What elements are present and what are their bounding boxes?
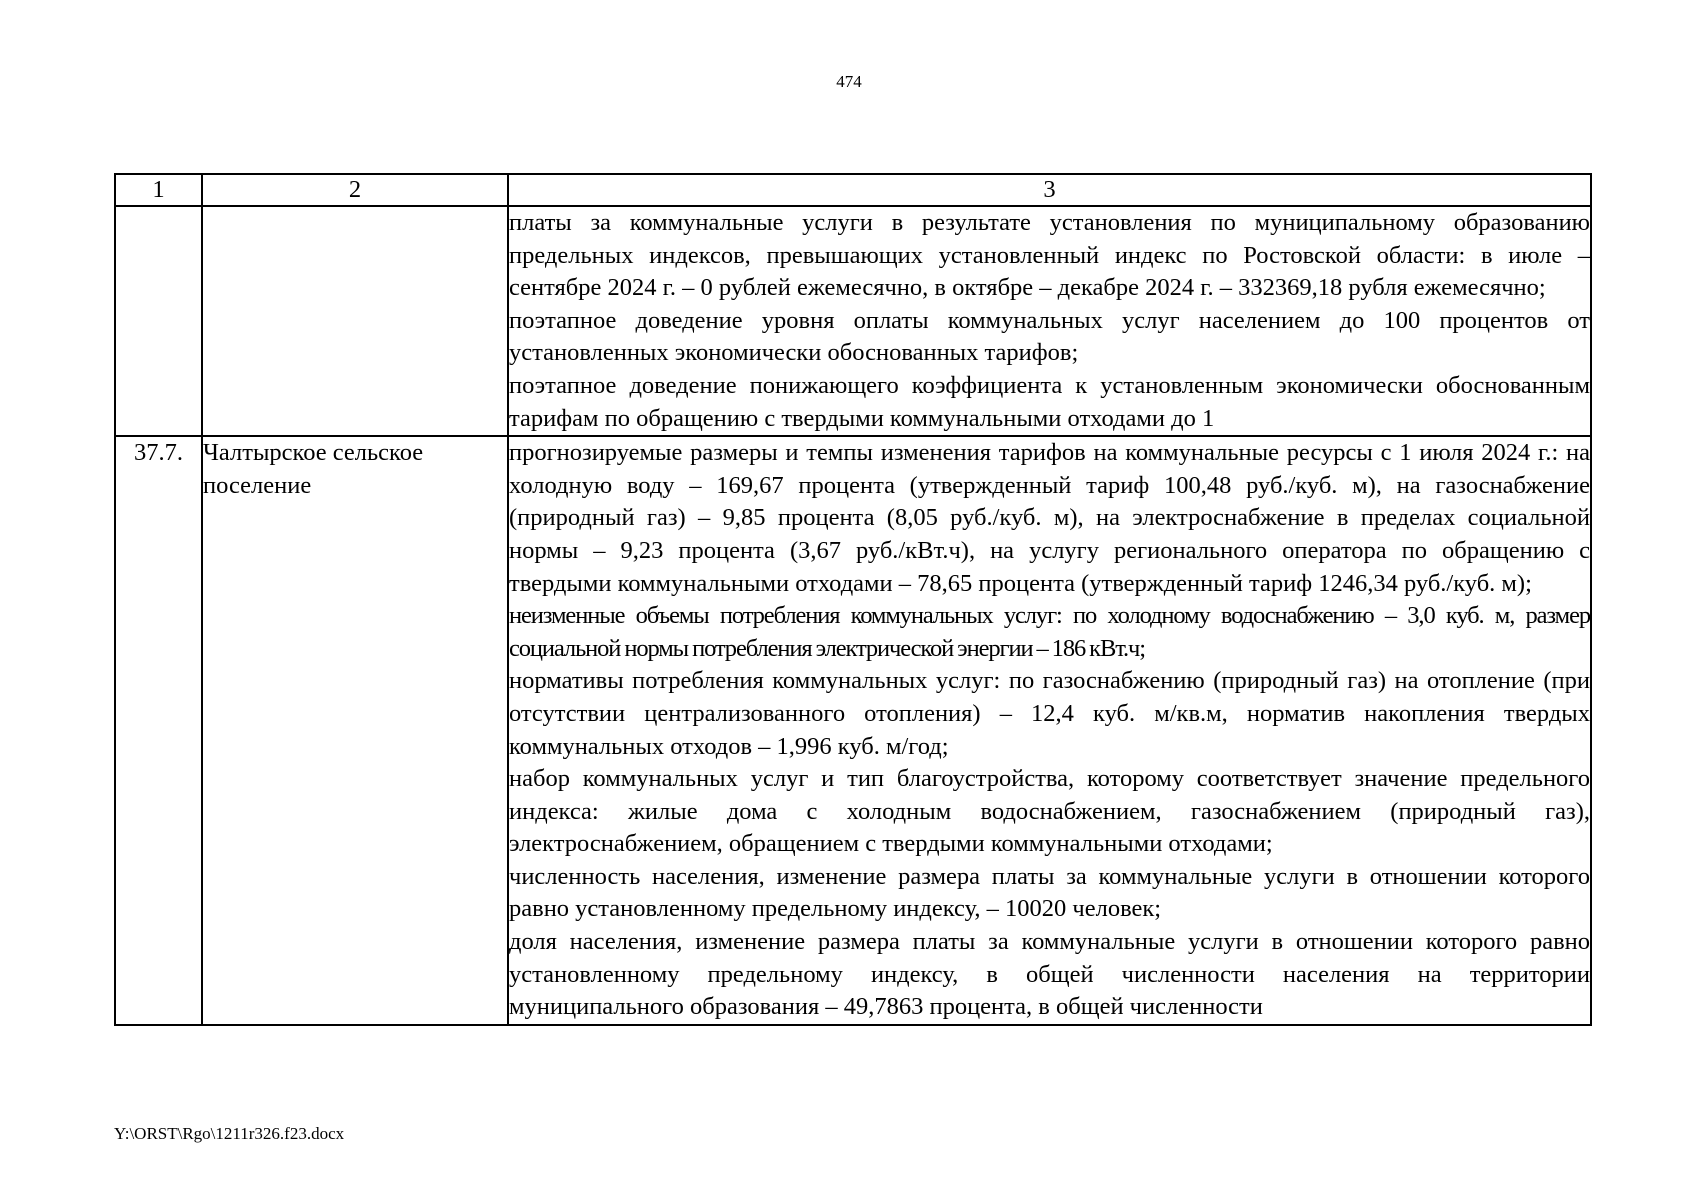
row-description — [508, 206, 1591, 436]
paragraph: численность населения, изменение размера платы за коммунальные услуги в отношении которого равно установленному предельному индексу, – 10020 человек; — [509, 862, 1590, 923]
paragraph: неизменные объемы потребления коммунальных услуг: по холодному водоснабжению – 3,0 куб. м, размер социальной нормы потребления электрической энергии – 186 кВт.ч; — [509, 602, 1590, 662]
paragraph: поэтапное доведение уровня оплаты коммунальных услуг населением до 100 процентов от установленных экономически обоснованных тарифов; — [509, 306, 1590, 367]
page-number: 474 — [836, 72, 862, 91]
paragraph: платы за коммунальные услуги в результате установления по муниципальному образованию предельных индексов, превышающих установленный индекс по Ростовской области: в июле – сентябре 2024 г. – 0 рублей ежемесячно, в октябре – декабре 2024 г. – 332369,18 рубля ежемесячно; — [509, 209, 1590, 302]
header-col-1: 1 — [115, 174, 202, 206]
table-row — [115, 436, 1591, 1025]
paragraph: нормативы потребления коммунальных услуг: по газоснабжению (природный газ) на отопление (при отсутствии централизованного отопления) – 12,4 куб. м/кв.м, норматив накопления твердых коммунальных отходов – 1,996 куб. м/год; — [509, 667, 1590, 760]
settlement-name: Чалтырское сельское поселение — [202, 436, 508, 1025]
header-col-2: 2 — [202, 174, 508, 206]
row-number — [115, 206, 202, 436]
footer-file-path: Y:\ORST\Rgo\1211r326.f23.docx — [114, 1124, 345, 1143]
paragraph: прогнозируемые размеры и темпы изменения тарифов на коммунальные ресурсы с 1 июля 2024 г.: на холодную воду – 169,67 процента (утвержденный тариф 100,48 руб./куб. м), на газоснабжение (природный газ) – 9,85 процента (8,05 руб./куб. м), на электроснабжение в пределах социальной нормы – 9,23 процента (3,67 руб./кВт.ч), на услугу регионального оператора по обращению с твердыми коммунальными отходами – 78,65 процента (утвержденный тариф 1246,34 руб./куб. м); — [509, 439, 1590, 597]
table-row — [115, 206, 1591, 436]
settlement-name — [202, 206, 508, 436]
table-header-row — [115, 174, 1591, 206]
row-number: 37.7. — [115, 436, 202, 1025]
header-col-3: 3 — [508, 174, 1591, 206]
paragraph: доля населения, изменение размера платы за коммунальные услуги в отношении которого равно установленному предельному индексу, в общей численности населения на территории муниципального образования – 49,7863 процента, в общей численности — [509, 928, 1590, 1021]
paragraph: набор коммунальных услуг и тип благоустройства, которому соответствует значение предельного индекса: жилые дома с холодным водоснабжением, газоснабжением (природный газ), электроснабжением, обращением с твердыми коммунальными отходами; — [509, 765, 1590, 858]
tariff-table — [114, 173, 1592, 1026]
row-description — [508, 436, 1591, 1025]
paragraph: поэтапное доведение понижающего коэффициента к установленным экономически обоснованным тарифам по обращению с твердыми коммунальными отходами до 1 — [509, 371, 1590, 432]
